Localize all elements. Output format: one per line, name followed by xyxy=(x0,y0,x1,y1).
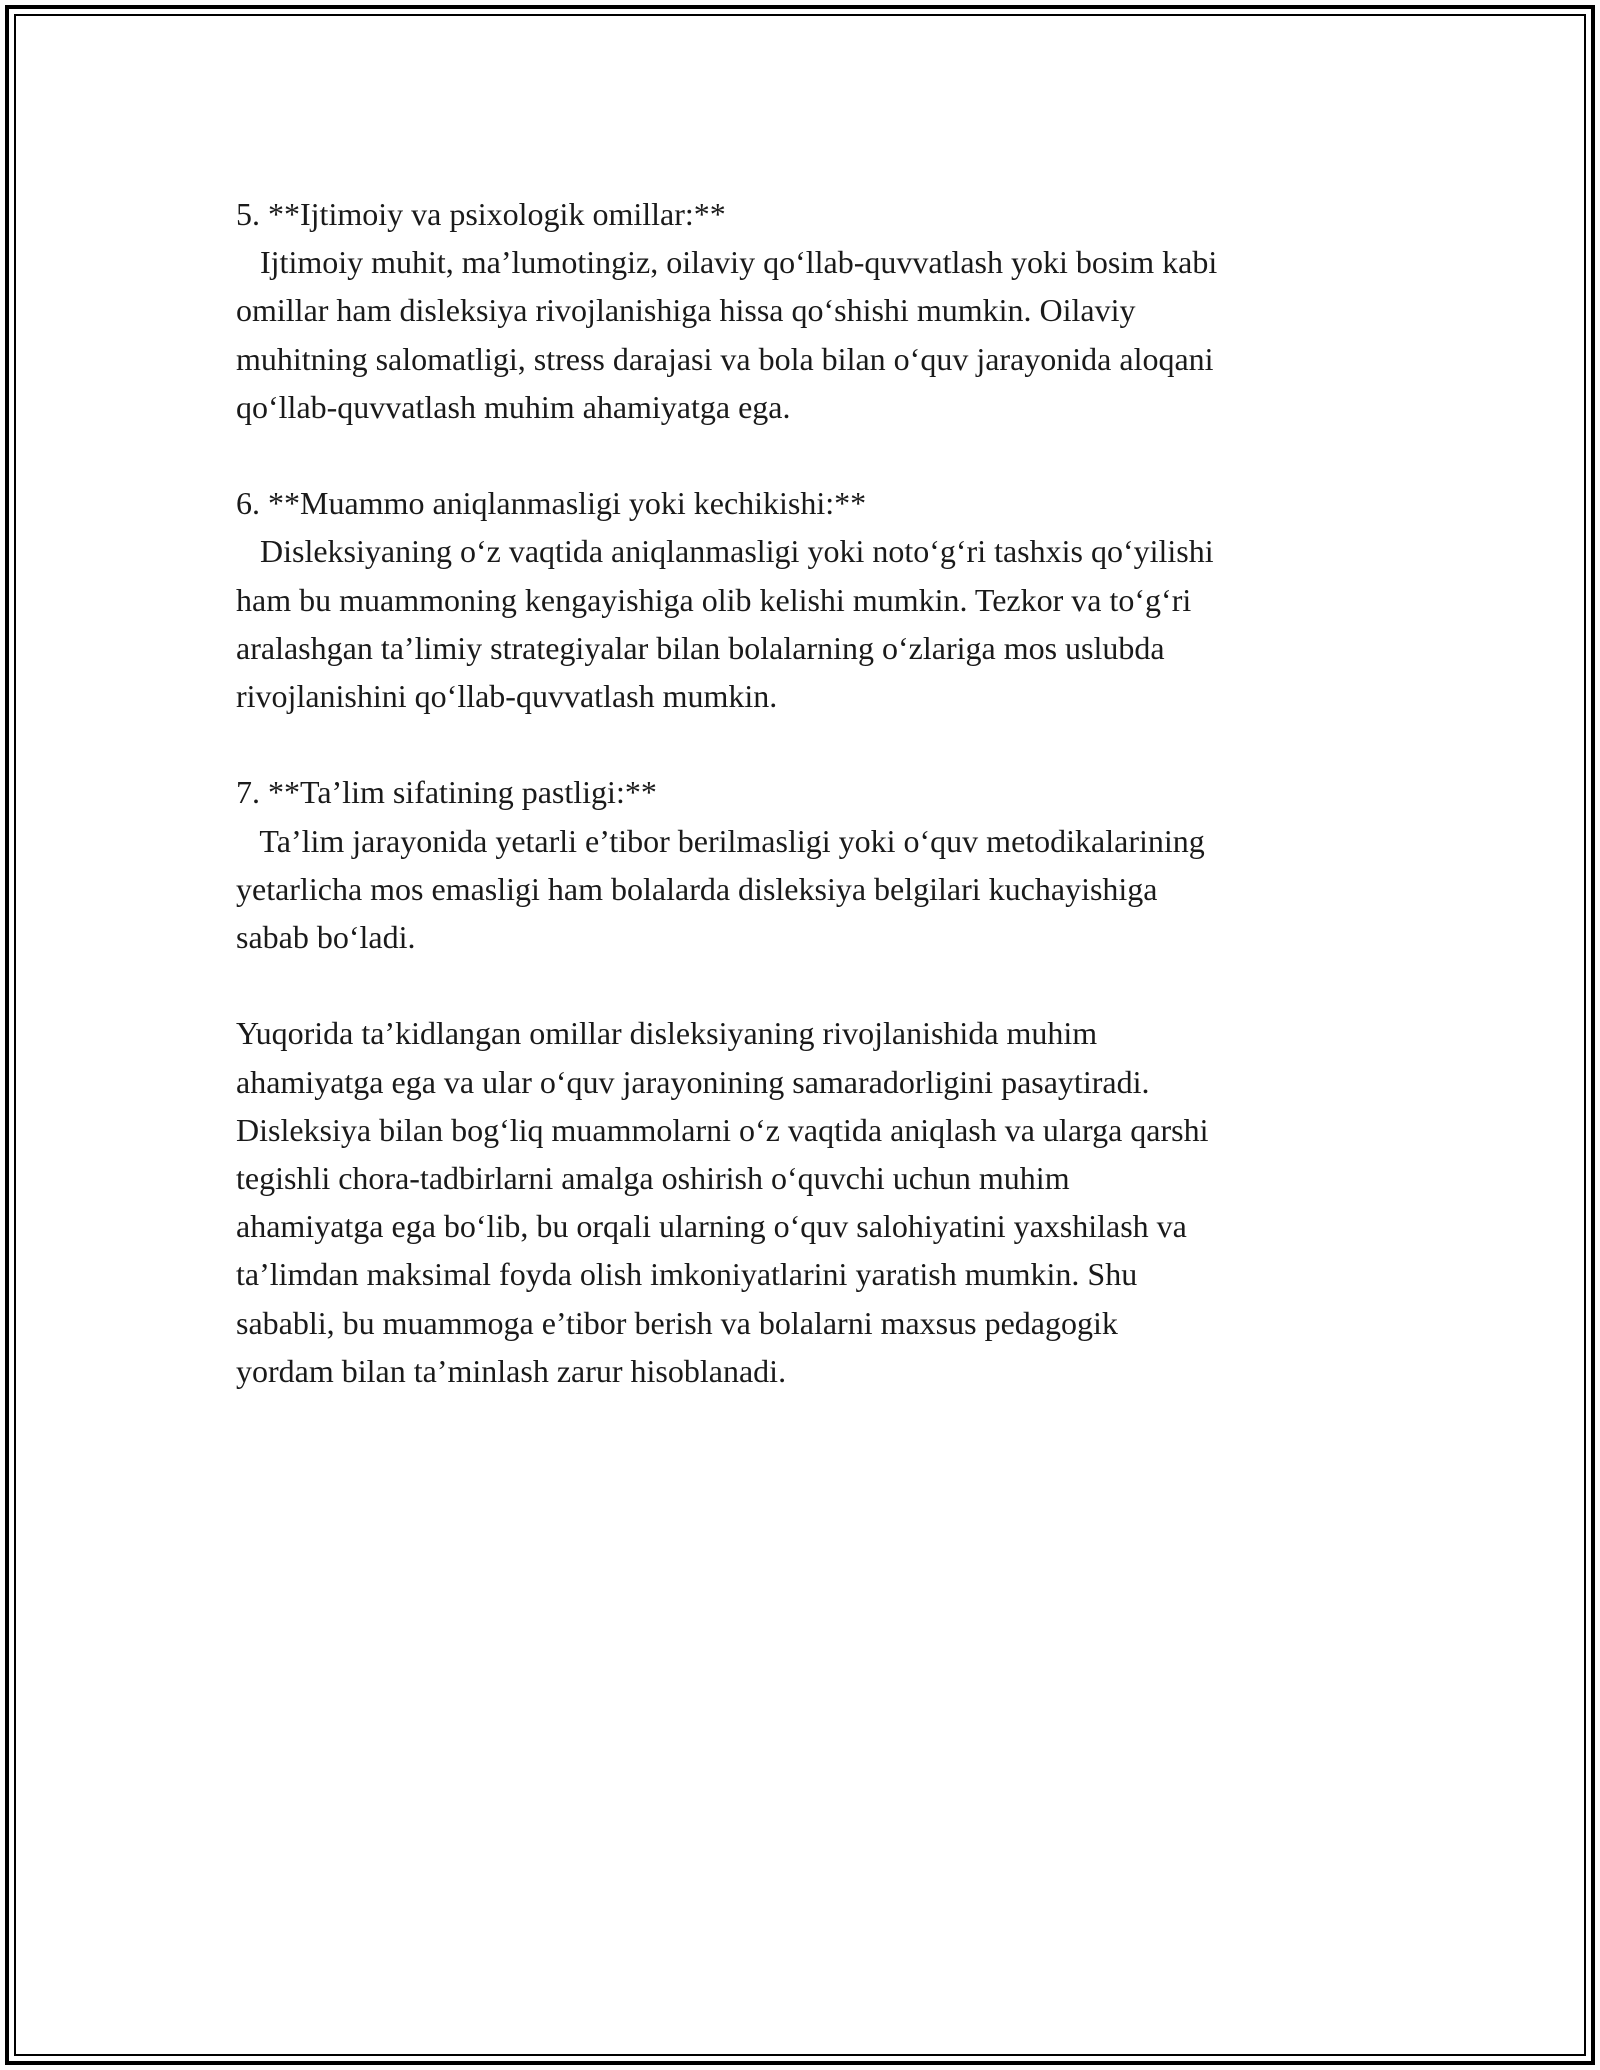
paragraph-line: Yuqorida ta’kidlangan omillar disleksiyaning rivojlanishida muhim xyxy=(236,1015,1098,1052)
document-body xyxy=(236,190,1376,1443)
paragraph-line: omillar ham disleksiya rivojlanishiga hissa qo‘shishi mumkin. Oilaviy xyxy=(236,292,1136,329)
section-low-education-quality xyxy=(236,768,1376,961)
paragraph-line: ta’limdan maksimal foyda olish imkoniyatlarini yaratish mumkin. Shu xyxy=(236,1256,1138,1293)
paragraph-line: qo‘llab-quvvatlash muhim ahamiyatga ega. xyxy=(236,388,791,425)
paragraph-line: Disleksiya bilan bog‘liq muammolarni o‘z vaqtida aniqlash va ularga qarshi xyxy=(236,1111,1209,1148)
paragraph-line: Disleksiyaning o‘z vaqtida aniqlanmasligi yoki noto‘g‘ri tashxis qo‘yilishi xyxy=(236,533,1214,570)
conclusion-paragraph xyxy=(236,1009,1376,1395)
section-heading: 6. **Muammo aniqlanmasligi yoki kechikishi:** xyxy=(236,485,867,522)
paragraph-line: Ijtimoiy muhit, ma’lumotingiz, oilaviy qo‘llab-quvvatlash yoki bosim kabi xyxy=(236,244,1218,281)
paragraph-line: Ta’lim jarayonida yetarli e’tibor berilmasligi yoki o‘quv metodikalarining xyxy=(236,822,1205,859)
paragraph-line: aralashgan ta’limiy strategiyalar bilan bolalarning o‘zlariga mos uslubda xyxy=(236,629,1165,666)
paragraph-line: ahamiyatga ega va ular o‘quv jarayonining samaradorligini pasaytiradi. xyxy=(236,1063,1150,1100)
section-late-detection xyxy=(236,479,1376,720)
paragraph-line: sabab bo‘ladi. xyxy=(236,919,416,956)
section-heading: 7. **Ta’lim sifatining pastligi:** xyxy=(236,774,657,811)
paragraph-line: muhitning salomatligi, stress darajasi va bola bilan o‘quv jarayonida aloqani xyxy=(236,340,1214,377)
section-social-psychological-factors xyxy=(236,190,1376,431)
paragraph-line: yetarlicha mos emasligi ham bolalarda disleksiya belgilari kuchayishiga xyxy=(236,870,1158,907)
paragraph-line: sababli, bu muammoga e’tibor berish va bolalarni maxsus pedagogik xyxy=(236,1304,1118,1341)
paragraph-line: yordam bilan ta’minlash zarur hisoblanadi. xyxy=(236,1352,787,1389)
paragraph-line: ham bu muammoning kengayishiga olib kelishi mumkin. Tezkor va to‘g‘ri xyxy=(236,581,1192,618)
section-heading: 5. **Ijtimoiy va psixologik omillar:** xyxy=(236,196,726,232)
paragraph-line: ahamiyatga ega bo‘lib, bu orqali ularning o‘quv salohiyatini yaxshilash va xyxy=(236,1208,1187,1245)
paragraph-line: tegishli chora-tadbirlarni amalga oshirish o‘quvchi uchun muhim xyxy=(236,1160,1070,1197)
paragraph-line: rivojlanishini qo‘llab-quvvatlash mumkin. xyxy=(236,678,778,715)
